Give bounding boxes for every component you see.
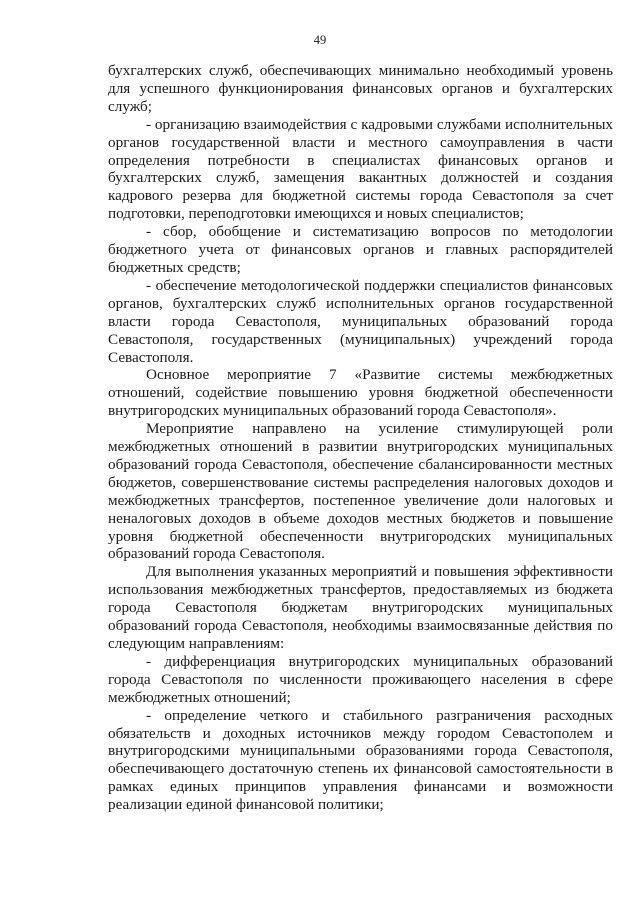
paragraph-3: - сбор, обобщение и систематизацию вопросов по методологии бюджетного учета от финансовых органов и главных распорядителей бюджетных средств; [108,223,613,276]
paragraph-8: - дифференциация внутригородских муниципальных образований города Севастополя по численности проживающего населения в сфере межбюджетных отношений; [108,652,613,706]
paragraph-1: бухгалтерских служб, обеспечивающих минимально необходимый уровень для успешного функционирования финансовых органов и бухгалтерских служб; [108,62,613,115]
paragraph-7: Для выполнения указанных мероприятий и повышения эффективности использования межбюджетных трансфертов, предоставляемых из бюджета города Севастополя бюджетам внутригородских муниципальных образований города Севастополя, необходимы взаимосвязанные действия по следующим направлениям: [108,563,613,652]
paragraph-4: - обеспечение методологической поддержки специалистов финансовых органов, бухгалтерских служб исполнительных органов государственной власти города Севастополя, муниципальных образований города Севастополя, государственных (муниципальных) учреждений города Севастополя. [108,276,613,366]
paragraph-6: Мероприятие направлено на усиление стимулирующей роли межбюджетных отношений в развитии внутригородских муниципальных образований города Севастополя, обеспечение сбалансированности местных бюджетов, совершенствование системы распределения налоговых доходов и межбюджетных трансфертов, постепенное увеличение доли налоговых и неналоговых доходов в объеме доходов местных бюджетов и повышение уровня бюджетной обеспеченности внутригородских муниципальных образований города Севастополя. [108,420,613,563]
paragraph-2: - организацию взаимодействия с кадровыми службами исполнительных органов государственной власти и местного самоуправления в части определения потребности в специалистах финансовых органов и бухгалтерских служб, замещения вакантных должностей и создания кадрового резерва для бюджетной системы города Севастополя за счет подготовки, переподготовки имеющихся и новых специалистов; [108,115,613,223]
document-body [108,62,613,814]
paragraph-9: - определение четкого и стабильного разграничения расходных обязательств и доходных источников между городом Севастополем и внутригородскими муниципальными образованиями города Севастополя, обеспечивающего достаточную степень их финансовой самостоятельности в рамках единых принципов управления финансами и возможности реализации единой финансовой политики; [108,706,613,814]
page-number: 49 [313,33,327,47]
paragraph-5: Основное мероприятие 7 «Развитие системы межбюджетных отношений, содействие повышению уровня бюджетной обеспеченности внутригородских муниципальных образований города Севастополя». [108,366,613,420]
